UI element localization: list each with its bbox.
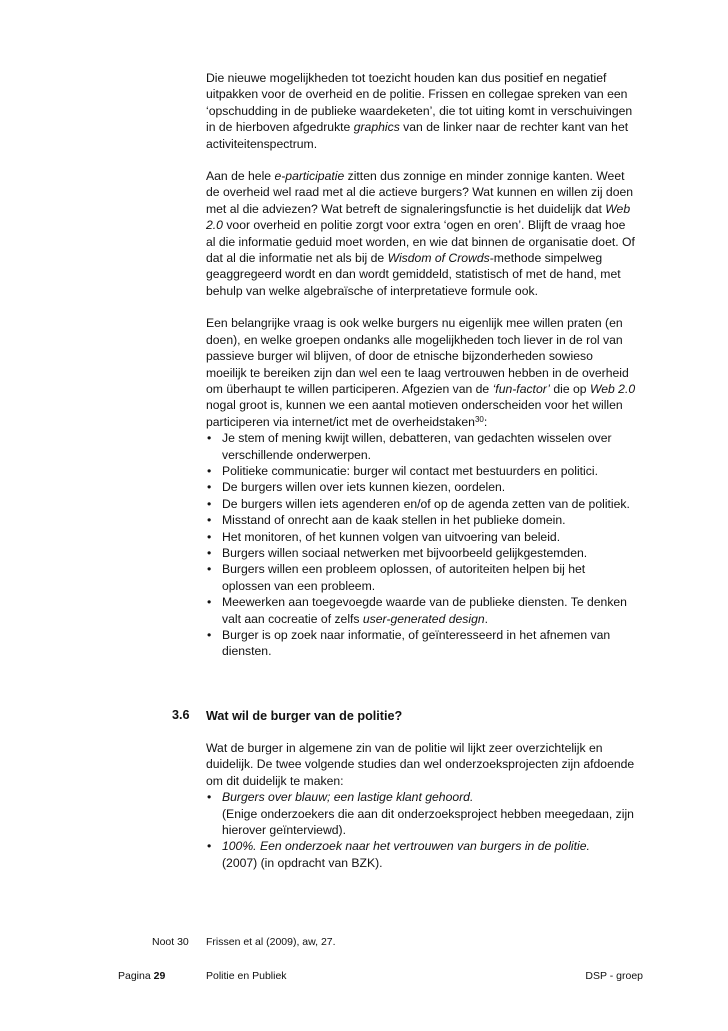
list-item: • Burgers willen een probleem oplossen, of autoriteiten helpen bij het oplossen van een probleem. xyxy=(207,562,586,593)
list-item: • Meewerken aan toegevoegde waarde van de publieke diensten. Te denken valt aan cocreatie of zelfs user-generated design. xyxy=(207,595,627,626)
list-item: • Politieke communicatie: burger wil contact met bestuurders en politici. xyxy=(207,463,598,478)
footer-title: Politie en Publiek xyxy=(206,970,287,982)
studies-list xyxy=(206,789,636,871)
page-number: Pagina 29 xyxy=(118,970,166,982)
motives-list xyxy=(206,430,636,660)
body-text xyxy=(206,70,636,660)
footer-publisher: DSP - groep xyxy=(585,970,643,982)
list-item: • Je stem of mening kwijt willen, debatteren, van gedachten wisselen over verschillende onderwerpen. xyxy=(207,431,612,462)
list-item: • Het monitoren, of het kunnen volgen van uitvoering van beleid. xyxy=(207,529,561,544)
paragraph-3: Een belangrijke vraag is ook welke burgers nu eigenlijk mee willen praten (en doen), en welke groepen ondanks alle mogelijkheden toch liever in de rol van passieve burger wil blijven, of door de etnische bijzonderheden sowieso moeilijk te bereiken zijn dan wel een te laag vertrouwen hebben in de overheid om überhaupt te willen participeren. Afgezien van de ‘fun-factor’ die op Web 2.0 nogal groot is, kunnen we een aantal motieven onderscheiden voor het willen participeren via internet/ict met de overheidstaken$^{30}$: xyxy=(206,316,636,429)
section-intro: Wat de burger in algemene zin van de politie wil lijkt zeer overzichtelijk en duidelijk. De twee volgende studies dan wel onderzoeksprojecten zijn afdoende om dit duidelijk te maken: xyxy=(206,741,635,788)
paragraph-2: Aan de hele e-participatie zitten dus zonnige en minder zonnige kanten. Weet de overheid wel raad met al die actieve burgers? Wat kunnen en willen zij doen met al die adviezen? Wat betreft de signaleringsfunctie is het duidelijk dat Web 2.0 voor overheid en politie zorgt voor extra ‘ogen en oren’. Blijft de vraag hoe al die informatie geduid moet worden, en wie dat binnen de organisatie doet. Of dat al die informatie net als bij de Wisdom of Crowds-methode simpelweg geaggregeerd wordt en dan wordt gemiddeld, statistisch of met de hand, met behulp van welke algebraïsche of interpretatieve formule ook. xyxy=(206,169,635,298)
section-body xyxy=(206,740,636,871)
list-item: • Misstand of onrecht aan de kaak stellen in het publieke domein. xyxy=(207,513,566,528)
section-number: 3.6 xyxy=(172,708,190,722)
footnote-label: Noot 30 xyxy=(152,936,189,948)
list-item: • Burger is op zoek naar informatie, of geïnteresseerd in het afnemen van diensten. xyxy=(207,628,611,659)
list-item: • Burgers willen sociaal netwerken met bijvoorbeeld gelijkgestemden. xyxy=(207,545,588,560)
list-item: • De burgers willen iets agenderen en/of op de agenda zetten van de politiek. xyxy=(207,496,630,511)
paragraph-1: Die nieuwe mogelijkheden tot toezicht houden kan dus positief en negatief uitpakken voor de overheid en de politie. Frissen en collegae spreken van een ‘opschudding in de publieke waardeketen’, die tot uiting komt in verschuivingen in de hierboven afgedrukte graphics van de linker naar de rechter kant van het activiteitenspectrum. xyxy=(206,71,633,151)
footnote-text: Frissen et al (2009), aw, 27. xyxy=(206,936,336,948)
section-title: Wat wil de burger van de politie? xyxy=(206,709,403,723)
list-item: • Burgers over blauw; een lastige klant gehoord. (Enige onderzoekers die aan dit onderzoeksproject hebben meegedaan, zijn hierover geïnterviewd). xyxy=(207,790,634,838)
list-item: • 100%. Een onderzoek naar het vertrouwen van burgers in de politie. (2007) (in opdracht van BZK). xyxy=(207,839,590,870)
list-item: • De burgers willen over iets kunnen kiezen, oordelen. xyxy=(207,480,506,495)
